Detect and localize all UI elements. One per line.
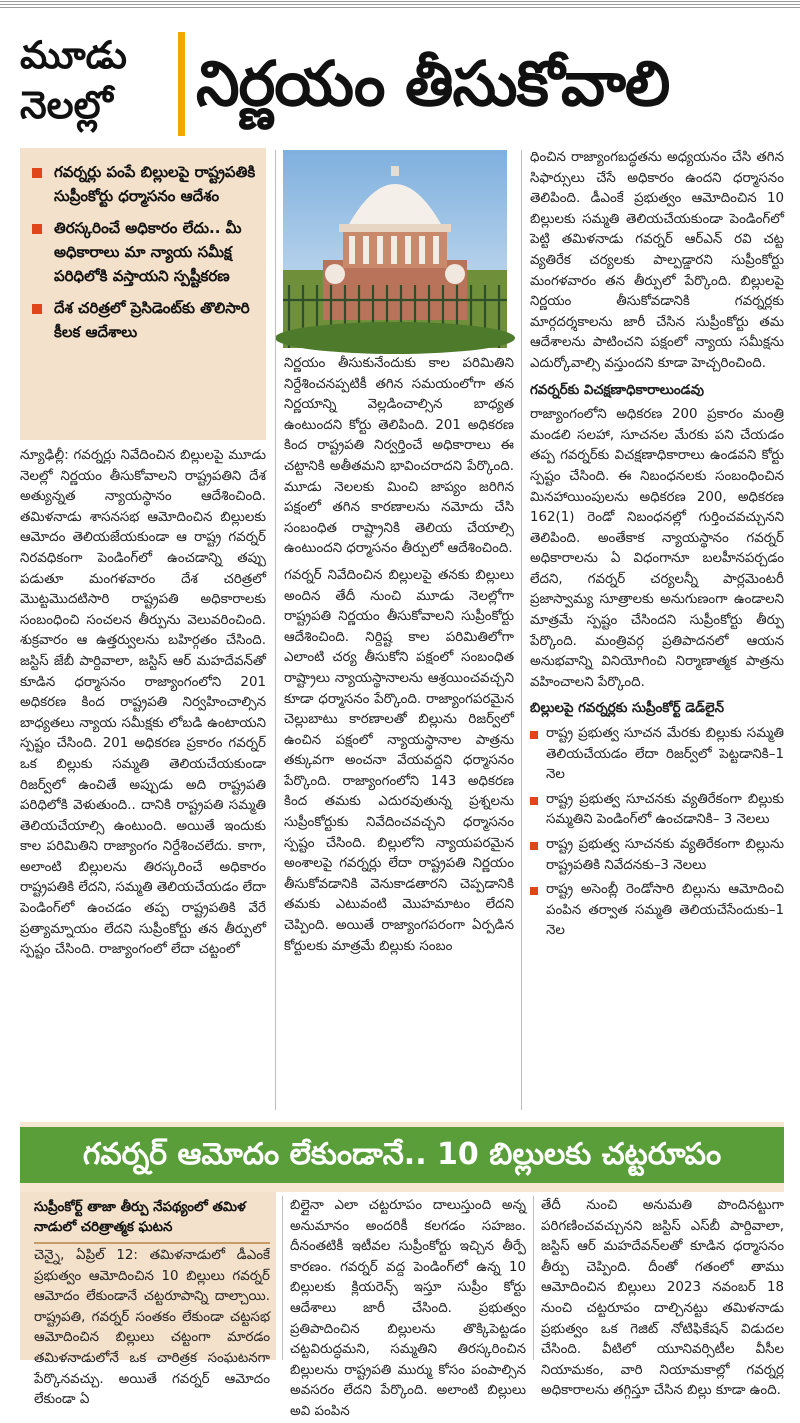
bullet-square-icon	[32, 168, 42, 178]
kicker-line-2: నెలల్లో	[20, 83, 113, 127]
deadline-list	[530, 724, 784, 942]
story2-kicker	[34, 1198, 270, 1244]
article-paragraph: తేదీ నుంచి అనుమతి పొందినట్టుగా పరిగణించవచ్చునని జస్టిస్ ఎస్‌బీ పార్దివాలా, జస్టిస్ ఆర్ మహదేవన్‌లతో కూడిన ధర్మాసనం తీర్పు చెప్పింది. దీంతో గతంలో తాము ఆమోదించిన బిల్లులు 2023 నవంబర్ 18 నుంచి చట్టరూపం దాల్చినట్టు తమిళనాడు ప్రభుత్వం ఒక గెజిట్ నోటిఫికేషన్ విడుదల చేసింది. వీటిలో యూనివర్సిటీల వీసీల నియామకం, వారి నియామకాల్లో గవర్నర్ల అధికారాలను తగ్గిస్తూ చేసిన బిల్లు కూడా ఉంది.	[541, 1198, 784, 1399]
article-column-3	[530, 148, 784, 1112]
article-paragraph: రాజ్యాంగంలోని అధికరణ 200 ప్రకారం మంత్రి మండలి సలహా, సూచనల మేరకు పని చేయడం తప్ప గవర్నర్‌కు విచక్షణాధికారాలు ఉండవని కోర్టు స్పష్టం చేసింది. ఈ నిబంధనలకు సంబంధించిన మినహాయింపులను అధికరణ 200, అధికరణ 162(1) రెండో నిబంధనల్లో గుర్తించవచ్చునని తెలిపింది. అంతేకాక న్యాయస్థానం గవర్నర్ అధికారాలను ఏ విధంగానూ బలహీనపర్చడం లేదని, గవర్నర్ చర్యలన్నీ పార్లమెంటరీ ప్రజాస్వామ్య సూత్రాలకు అనుగుణంగా ఉండాలని మాత్రమే స్పష్టం చేసిందని సుప్రీంకోర్టు తీర్పు పేర్కొంది. మంత్రివర్గ ప్రతిపాదనలో ఆయన అనుభవాన్ని వినియోగించి నిర్మాణాత్మక పాత్రను వహించాలని పేర్కొంది.	[530, 407, 784, 690]
list-item: రాష్ట్ర ప్రభుత్వ సూచనకు వ్యతిరేకంగా బిల్లును రాష్ట్రపతికి నివేదనకు–3 నెలలు	[530, 835, 784, 876]
supreme-court-dome-icon	[283, 150, 507, 348]
bullet-square-icon	[530, 797, 538, 805]
column-divider	[282, 1196, 283, 1360]
column-divider	[275, 150, 276, 1110]
list-item: రాష్ట్ర ప్రభుత్వ సూచన మేరకు బిల్లుకు సమ్మతి తెలియచేయడం లేదా రిజర్వ్‌లో పెట్టడానికి–1 నెల	[530, 724, 784, 786]
column-divider	[521, 150, 522, 1110]
bullet-square-icon	[530, 887, 538, 895]
article-paragraph: నిర్ణయం తీసుకునేందుకు కాల పరిమితిని నిర్దేశించనప్పటికీ తగిన సమయంలోగా తన నిర్ణయాన్ని వెల్లడించాల్సిన బాధ్యత ఉంటుందని కోర్టు తెలిపింది. 201 అధికరణ కింద రాష్ట్రపతి నిర్వర్తించే అధికారాలు ఈ చట్టానికి అతీతమని భావించరాదని పేర్కొంది. మూడు నెలలకు మించి జాప్యం జరిగిన పక్షంలో తగిన కారణాలను నమోదు చేసి సంబంధిత రాష్ట్రానికి తెలియ చేయాల్సి ఉంటుందని ధర్మాసనం తీర్పులో ఆదేశించింది.	[284, 356, 514, 557]
story2-banner-title: గవర్నర్ ఆమోదం లేకుండానే.. 10 బిల్లులకు చట్టరూపం	[20, 1127, 784, 1183]
article-paragraph: చెన్నై, ఏప్రిల్ 12: తమిళనాడులో డీఎంకే ప్రభుత్వం ఆమోదించిన 10 బిల్లులు గవర్నర్ ఆమోదం లేకుండానే చట్టరూపాన్ని దాల్చాయి. రాష్ట్రపతి, గవర్నర్ సంతకం లేకుండా చట్టసభ ఆమోదించిన బిల్లులు చట్టంగా మారడం తమిళనాడులోనే ఒక చారిత్రక సంఘటనగా పేర్కొనవచ్చు. అయితే గవర్నర్ ఆమోదం లేకుండా ఏ	[34, 1248, 270, 1408]
story2-kicker-text: సుప్రీంకోర్ట్ తాజా తీర్పు నేపథ్యంలో తమిళ నాడులో చరిత్రాత్మక ఘటన	[34, 1200, 246, 1235]
article-column-2	[284, 354, 514, 1112]
highlights-box	[20, 148, 266, 440]
article-paragraph: న్యూఢిల్లీ: గవర్నర్లు నివేదించిన బిల్లులపై మూడు నెలల్లో నిర్ణయం తీసుకోవాలని రాష్ట్రపతిని దేశ అత్యున్నత న్యాయస్థానం ఆదేశించింది. తమిళనాడు శాసనసభ ఆమోదించిన బిల్లులకు ఆమోదం తెలియజేయకుండా ఆ రాష్ట్ర గవర్నర్ నిరవధికంగా పెండింగ్‌లో ఉంచడాన్ని తప్పు పడుతూ మంగళవారం దేశ చరిత్రలో మొట్టమొదటిసారి రాష్ట్రపతి అధికారాలకు సంబంధించి సంచలన తీర్పును వెలువరించింది. శుక్రవారం ఆ ఉత్తర్వులను బహిర్గతం చేసింది. జస్టిస్ జేబీ పార్దివాలా, జస్టిస్ ఆర్ మహదేవన్‌తో కూడిన ధర్మాసనం రాజ్యాంగంలోని 201 అధికరణ కింద రాష్ట్రపతి నిర్వహించాల్సిన బాధ్యతలు న్యాయ సమీక్షకు లోబడి ఉంటాయని స్పష్టం చేసింది. 201 అధికరణ ప్రకారం గవర్నర్ ఒక బిల్లుకు సమ్మతి తెలియచేయకుండా రిజర్వ్‌లో ఉంచితే అప్పుడు అది రాష్ట్రపతి పరిధిలోకి వెళుతుంది.. దానికి రాష్ట్రపతి సమ్మతి తెలియచేయాల్సి ఉంటుంది. అయితే ఇందుకు కాల పరిమితిని రాజ్యాంగం నిర్దేశించలేదు. కాగా, అలాంటి బిల్లులను తిరస్కరించే అధికారం రాష్ట్రపతికి లేదని, సమ్మతి తెలియచేయడం లేదా పెండింగ్‌లో ఉంచడం తప్ప రాష్ట్రపతికి వేరే ప్రత్యామ్నాయం లేదని సుప్రీంకోర్టు తన తీర్పులో స్పష్టం చేసింది. రాజ్యాంగంలో లేదా చట్టంలో	[20, 448, 266, 958]
highlight-item: దేశ చరిత్రలో ప్రెసిడెంట్‌కు తొలిసారి కీలక ఆదేశాలు	[32, 296, 256, 344]
story2-column-1	[34, 1246, 270, 1408]
column-divider	[533, 1196, 534, 1360]
bullet-square-icon	[530, 731, 538, 739]
article-paragraph: ధించిన రాజ్యాంగబద్ధతను అధ్యయనం చేసి తగిన సిఫార్సులు చేసే అధికారం ఉందని ధర్మాసనం తెలిపింది. డీఎంకే ప్రభుత్వం ఆమోదించిన 10 బిల్లులకు సమ్మతి తెలియచేయకుండా పెండింగ్‌లో పెట్టి తమిళనాడు గవర్నర్ ఆర్‌ఎన్ రవి చట్ట వ్యతిరేక చర్యలకు పాల్పడ్డారని సుప్రీంకోర్టు మంగళవారం తన తీర్పులో పేర్కొంది. బిల్లులపై నిర్ణయం తీసుకోవడానికి గవర్నర్లకు మార్గదర్శకాలను జారీ చేసిన సుప్రీంకోర్టు తమ ఆదేశాలను పాటించని పక్షంలో న్యాయ సమీక్షను ఎదుర్కోవాల్సి వస్తుందని కూడా హెచ్చరించింది.	[530, 150, 784, 371]
article-paragraph: బిల్లైనా ఎలా చట్టరూపం దాలుస్తుంది అన్న అనుమానం అందరికీ కలగడం సహజం. దీనంతటికీ ఇటీవల సుప్రీంకోర్టు ఇచ్చిన తీర్పే కారణం. గవర్నర్ వద్ద పెండింగ్‌లో ఉన్న 10 బిల్లులకు క్లియరెన్స్ ఇస్తూ సుప్రీం కోర్టు ఆదేశాలు జారీ చేసింది. ప్రభుత్వం ప్రతిపాదించిన బిల్లులను తొక్కిపెట్టడం చట్టవిరుద్ధమని, సమ్మతిని తిరస్కరించిన బిల్లులను రాష్ట్రపతి ముర్ము కోసం పంపాల్సిన అవసరం లేదని పేర్కొంది. అలాంటి బిల్లులు అవి పంపిన	[290, 1198, 526, 1419]
headline-kicker	[20, 30, 170, 130]
highlight-item: తిరస్కరించే అధికారం లేదు.. మీ అధికారాలు మా న్యాయ సమీక్ష పరిధిలోకి వస్తాయని స్పష్టీకరణ	[32, 216, 256, 288]
list-item: రాష్ట్ర అసెంబ్లీ రెండోసారి బిల్లును ఆమోదించి పంపిన తర్వాత సమ్మతి తెలియచేసేందుకు–1 నెల	[530, 880, 784, 942]
supreme-court-photo	[283, 150, 507, 348]
article-paragraph: గవర్నర్ నివేదించిన బిల్లులపై తనకు బిల్లులు అందిన తేదీ నుంచి మూడు నెలల్లోగా రాష్ట్రపతి నిర్ణయం తీసుకోవాలని సుప్రీంకోర్టు ఆదేశించింది. నిర్దిష్ట కాల పరిమితిలోగా ఎలాంటి చర్య తీసుకోని పక్షంలో సంబంధిత రాష్ట్రాలు న్యాయస్థానాలను ఆశ్రయించవచ్చని కూడా ధర్మాసనం పేర్కొంది. రాజ్యాంగపరమైన చెల్లుబాటు కారణాలతో బిల్లును రిజర్వ్‌లో ఉంచిన పక్షంలో న్యాయస్థానాల పాత్రను తక్కువగా అంచనా వేయవద్దని ధర్మాసనం పేర్కొంది. రాజ్యాంగంలోని 143 అధికరణ కింద తమకు ఎదురవుతున్న ప్రశ్నలను సుప్రీంకోర్టుకు నివేదించవచ్చని ధర్మాసనం స్పష్టం చేసింది. బిల్లులోని న్యాయపరమైన అంశాలపై గవర్నర్లు లేదా రాష్ట్రపతి నిర్ణయం తీసుకోవడానికి వెనుకాడతారని చెప్పడానికి తమకు ఎటువంటి మొహమాటం లేదని చెప్పింది. అయితే రాజ్యాంగపరంగా ఏర్పడిన కోర్టులకు మాత్రమే బిల్లుకు సంబం	[284, 567, 514, 954]
headline-title: నిర్ణయం తీసుకోవాలి	[196, 47, 670, 120]
headline-divider	[178, 32, 185, 136]
highlight-item: గవర్నర్లు పంపే బిల్లులపై రాష్ట్రపతికి సుప్రీంకోర్టు ధర్మాసనం ఆదేశం	[32, 160, 256, 208]
bullet-square-icon	[32, 224, 42, 234]
top-rule	[0, 0, 800, 8]
story2-kicker-rule	[34, 1242, 270, 1244]
subheading: బిల్లులపై గవర్నర్లకు సుప్రీంకోర్ట్ డెడ్‌లైన్	[530, 701, 724, 717]
list-item: రాష్ట్ర ప్రభుత్వ సూచనకు వ్యతిరేకంగా బిల్లుకు సమ్మతిని పెండింగ్‌లో ఉంచడానికి– 3 నెలలు	[530, 790, 784, 831]
bullet-square-icon	[530, 842, 538, 850]
bullet-square-icon	[32, 304, 42, 314]
subheading: గవర్నర్‌కు విచక్షణాధికారాలుండవు	[530, 382, 704, 398]
story2-column-2	[290, 1196, 526, 1419]
story2-column-3	[541, 1196, 784, 1399]
article-column-1	[20, 446, 266, 1112]
kicker-line-1: మూడు	[20, 33, 127, 77]
